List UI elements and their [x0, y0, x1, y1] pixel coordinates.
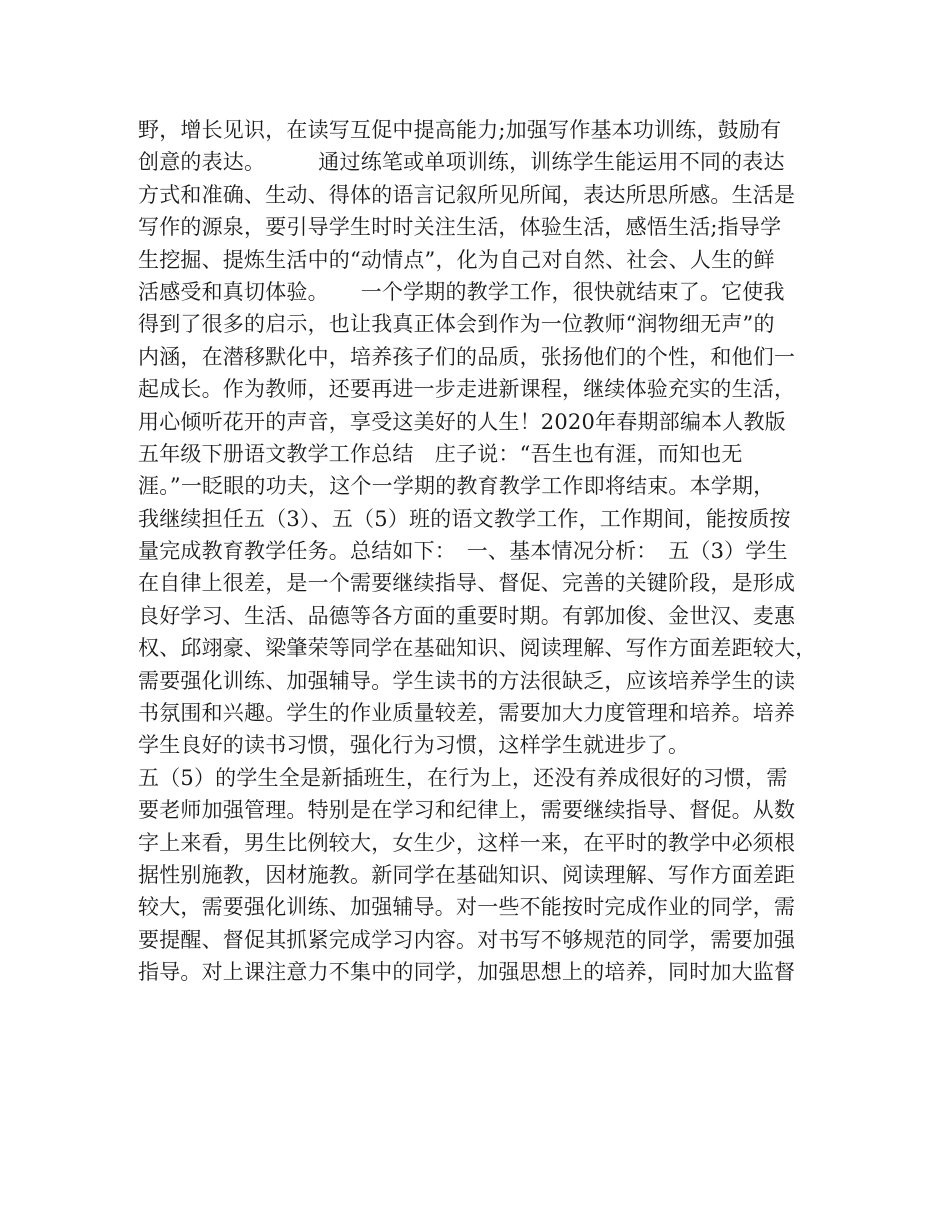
text-line: 据性别施教，因材施教。新同学在基础知识、阅读理解、写作方面差距 — [138, 862, 796, 887]
text-line: 需要强化训练、加强辅导。学生读书的方法很缺乏，应该培养学生的读 — [138, 668, 796, 693]
text-line: 我继续担任五（3）、五（5）班的语文教学工作，工作期间，能按质按 — [138, 506, 791, 531]
text-line: 在自律上很差，是一个需要继续指导、督促、完善的关键阶段，是形成 — [138, 571, 796, 596]
text-line: 写作的源泉，要引导学生时时关注生活，体验生活，感悟生活;指导学 — [138, 215, 782, 240]
text-line: 要提醒、督促其抓紧完成学习内容。对书写不够规范的同学，需要加强 — [138, 927, 796, 952]
document-body — [138, 114, 828, 989]
text-line: 字上来看，男生比例较大，女生少，这样一来，在平时的教学中必须根 — [138, 830, 796, 855]
text-line: 涯。”一眨眼的功夫，这个一学期的教育教学工作即将结束。本学期， — [138, 474, 775, 499]
text-line: 生挖掘、提炼生活中的“动情点”，化为自己对自然、社会、人生的鲜 — [138, 247, 775, 272]
text-line: 指导。对上课注意力不集中的同学，加强思想上的培养，同时加大监督 — [138, 960, 796, 985]
text-line: 书氛围和兴趣。学生的作业质量较差，需要加大力度管理和培养。培养 — [138, 701, 796, 726]
text-line: 创意的表达。 通过练笔或单项训练，训练学生能运用不同的表达 — [138, 150, 785, 175]
text-line: 较大，需要强化训练、加强辅导。对一些不能按时完成作业的同学，需 — [138, 895, 796, 920]
text-line: 权、邱翊豪、梁肇荣等同学在基础知识、阅读理解、写作方面差距较大， — [138, 636, 817, 661]
text-line: 要老师加强管理。特别是在学习和纪律上，需要继续指导、督促。从数 — [138, 798, 796, 823]
text-line: 用心倾听花开的声音，享受这美好的人生！2020年春期部编本人教版 — [138, 409, 786, 434]
text-line: 五（5）的学生全是新插班生，在行为上，还没有养成很好的习惯，需 — [138, 765, 788, 790]
text-line: 量完成教育教学任务。总结如下： 一、基本情况分析： 五（3）学生 — [138, 539, 788, 564]
text-line: 得到了很多的启示，也让我真正体会到作为一位教师“润物细无声”的 — [138, 312, 775, 337]
text-line: 五年级下册语文教学工作总结 庄子说：“吾生也有涯，而知也无 — [138, 441, 743, 466]
text-line: 方式和准确、生动、得体的语言记叙所见所闻，表达所思所感。生活是 — [138, 182, 796, 207]
text-line: 学生良好的读书习惯，强化行为习惯，这样学生就进步了。 — [138, 733, 690, 758]
text-line: 活感受和真切体验。 一个学期的教学工作，很快就结束了。它使我 — [138, 279, 785, 304]
text-line: 良好学习、生活、品德等各方面的重要时期。有郭加俊、金世汉、麦惠 — [138, 603, 796, 628]
text-line: 起成长。作为教师，还要再进一步走进新课程，继续体验充实的生活， — [138, 377, 796, 402]
text-line: 野，增长见识，在读写互促中提高能力;加强写作基本功训练，鼓励有 — [138, 118, 782, 142]
text-line: 内涵，在潜移默化中，培养孩子们的品质，张扬他们的个性，和他们一 — [138, 344, 796, 369]
